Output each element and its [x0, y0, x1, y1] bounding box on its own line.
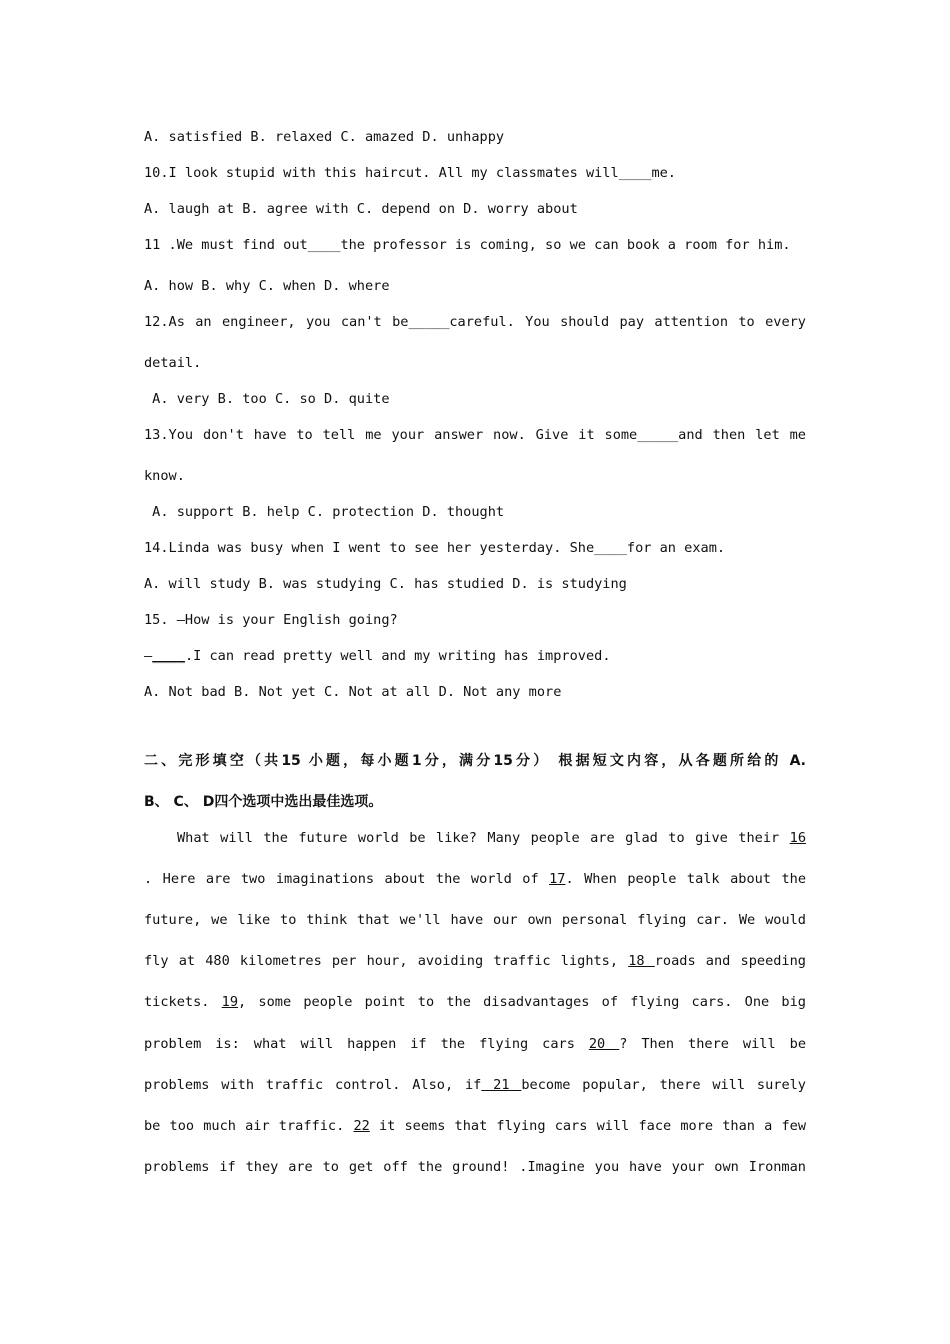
passage-line-4 [144, 951, 806, 971]
q10-stem [144, 163, 806, 183]
q14-options: A. will study B. was studying C. has studied D. is studying [144, 576, 627, 592]
section2-heading-line2: B、 C、 D四个选项中选出最佳选项。 [144, 794, 383, 810]
passage-line-3: future, we like to think that we'll have our own personal flying car. We would [144, 912, 806, 928]
q15-stem: 15. —How is your English going? [144, 612, 398, 628]
q14-stem [144, 538, 806, 558]
passage-line-7 [144, 1075, 806, 1095]
section2-heading: 二、完形填空（共15 小题，每小题1分，满分15分） 根据短文内容，从各题所给的 A. [144, 753, 806, 769]
passage-text: tickets. [144, 994, 222, 1010]
q15-reply-text: .I can read pretty well and my writing has improved. [184, 648, 611, 664]
q15-options: A. Not bad B. Not yet C. Not at all D. Not any more [144, 684, 562, 700]
q12-stem-continued: detail. [144, 355, 202, 371]
blank-17: 17 [549, 871, 566, 887]
blank-16: 16 [789, 830, 807, 846]
passage-text: . Here are two imaginations about the world of [144, 871, 550, 887]
q11-stem-pre: 11 .We must find out [144, 237, 308, 253]
passage-text: fly at 480 kilometres per hour, avoiding traffic lights, [144, 953, 629, 969]
passage-line-8 [144, 1116, 806, 1136]
passage-text: it seems that flying cars will face more than a few [369, 1118, 807, 1134]
q13-blank: _____ [637, 427, 679, 443]
q13-stem-post: and then let me [678, 427, 806, 443]
passage-line-6 [144, 1034, 806, 1054]
q12-stem [144, 312, 806, 332]
blank-21: 21 [481, 1077, 522, 1093]
passage-text: , some people point to the disadvantages of flying cars. One big [238, 994, 806, 1010]
blank-20: 20 [588, 1036, 620, 1052]
q10-stem-post: me. [651, 165, 676, 181]
passage-text: . When people talk about the [565, 871, 807, 887]
q9-options: A. satisfied B. relaxed C. amazed D. unhappy [144, 129, 505, 145]
q10-stem-pre: 10.I look stupid with this haircut. All my classmates will [144, 165, 619, 181]
passage-text: roads and speeding [654, 953, 806, 969]
q12-stem-post: careful. You should pay attention to every [449, 314, 806, 330]
blank-22: 22 [353, 1118, 370, 1134]
passage-text: What will the future world be like? Many people are glad to give their [177, 830, 780, 846]
passage-text: problem is: what will happen if the flying cars [144, 1036, 589, 1052]
q15-reply-dash: — [144, 648, 153, 664]
passage-line-5 [144, 992, 806, 1012]
q15-reply [144, 646, 806, 666]
q12-stem-pre: 12.As an engineer, you can't be [144, 314, 409, 330]
q13-stem-continued: know. [144, 468, 185, 484]
q14-blank: ____ [594, 540, 627, 556]
passage-text: problems with traffic control. Also, if [144, 1077, 482, 1093]
q11-blank: ____ [307, 237, 341, 253]
q10-blank: ____ [618, 165, 652, 181]
blank-18: 18 [628, 953, 655, 969]
passage-line-2 [144, 869, 806, 889]
q14-stem-post: for an exam. [626, 540, 726, 556]
q13-stem [144, 425, 806, 445]
q13-stem-pre: 13.You don't have to tell me your answer now. Give it some [144, 427, 638, 443]
passage-line-9: problems if they are to get off the ground! .Imagine you have your own Ironman [144, 1159, 806, 1175]
passage-text: be too much air traffic. [144, 1118, 354, 1134]
passage-text: ? Then there will be [619, 1036, 807, 1052]
q15-blank: ____ [152, 648, 185, 664]
blank-19: 19 [221, 994, 239, 1010]
q12-blank: _____ [408, 314, 450, 330]
q14-stem-pre: 14.Linda was busy when I went to see her yesterday. She [144, 540, 595, 556]
q11-stem-post: the professor is coming, so we can book a room for him. [340, 237, 791, 253]
passage-text: become popular, there will surely [521, 1077, 806, 1093]
q11-stem [144, 235, 806, 255]
q12-options: A. very B. too C. so D. quite [144, 391, 390, 407]
q13-options: A. support B. help C. protection D. thought [144, 504, 505, 520]
passage-line-1 [144, 828, 806, 848]
q11-options: A. how B. why C. when D. where [144, 278, 390, 294]
q10-options: A. laugh at B. agree with C. depend on D. worry about [144, 201, 578, 217]
